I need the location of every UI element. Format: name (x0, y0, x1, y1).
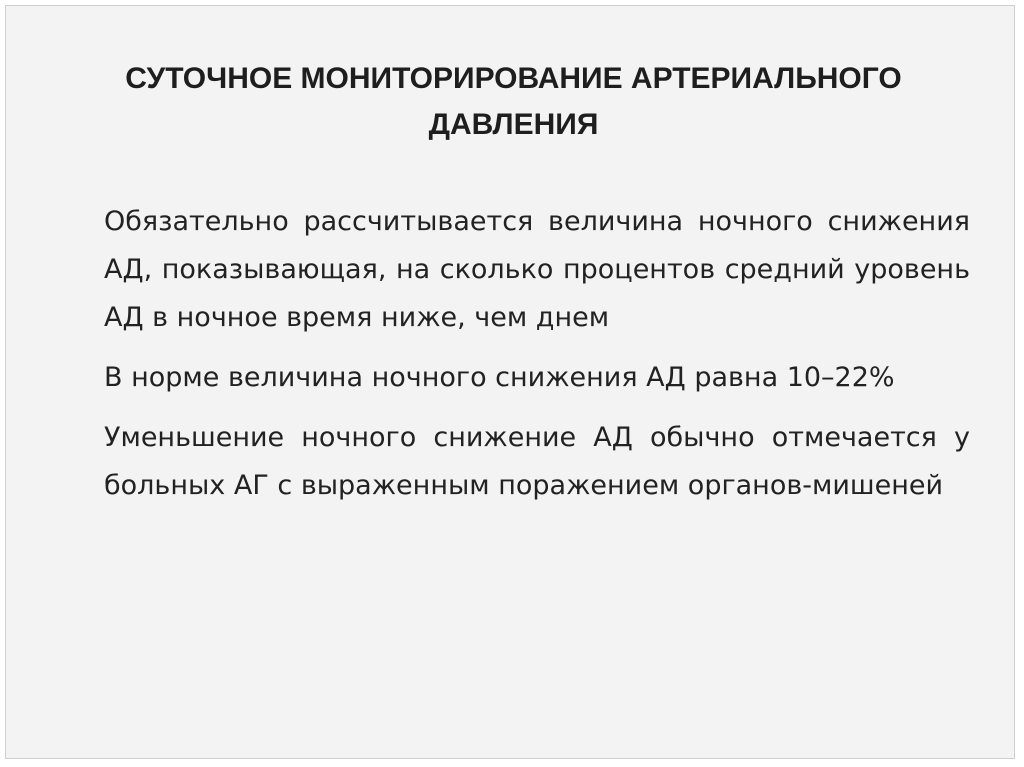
paragraph-night-decrease-definition: Обязательно рассчитывается величина ночного снижения АД, показывающая, на сколько процентов средний уровень АД в ночное время ниже, чем днем (104, 206, 970, 333)
paragraph-normal-range: В норме величина ночного снижения АД равна 10–22% (104, 362, 895, 393)
slide (5, 5, 1015, 759)
slide-title: СУТОЧНОЕ МОНИТОРИРОВАНИЕ АРТЕРИАЛЬНОГО ДАВЛЕНИЯ (125, 62, 902, 141)
slide-body (104, 198, 970, 522)
paragraph-reduced-decrease: Уменьшение ночного снижение АД обычно отмечается у больных АГ с выраженным поражением органов-мишеней (104, 422, 970, 501)
